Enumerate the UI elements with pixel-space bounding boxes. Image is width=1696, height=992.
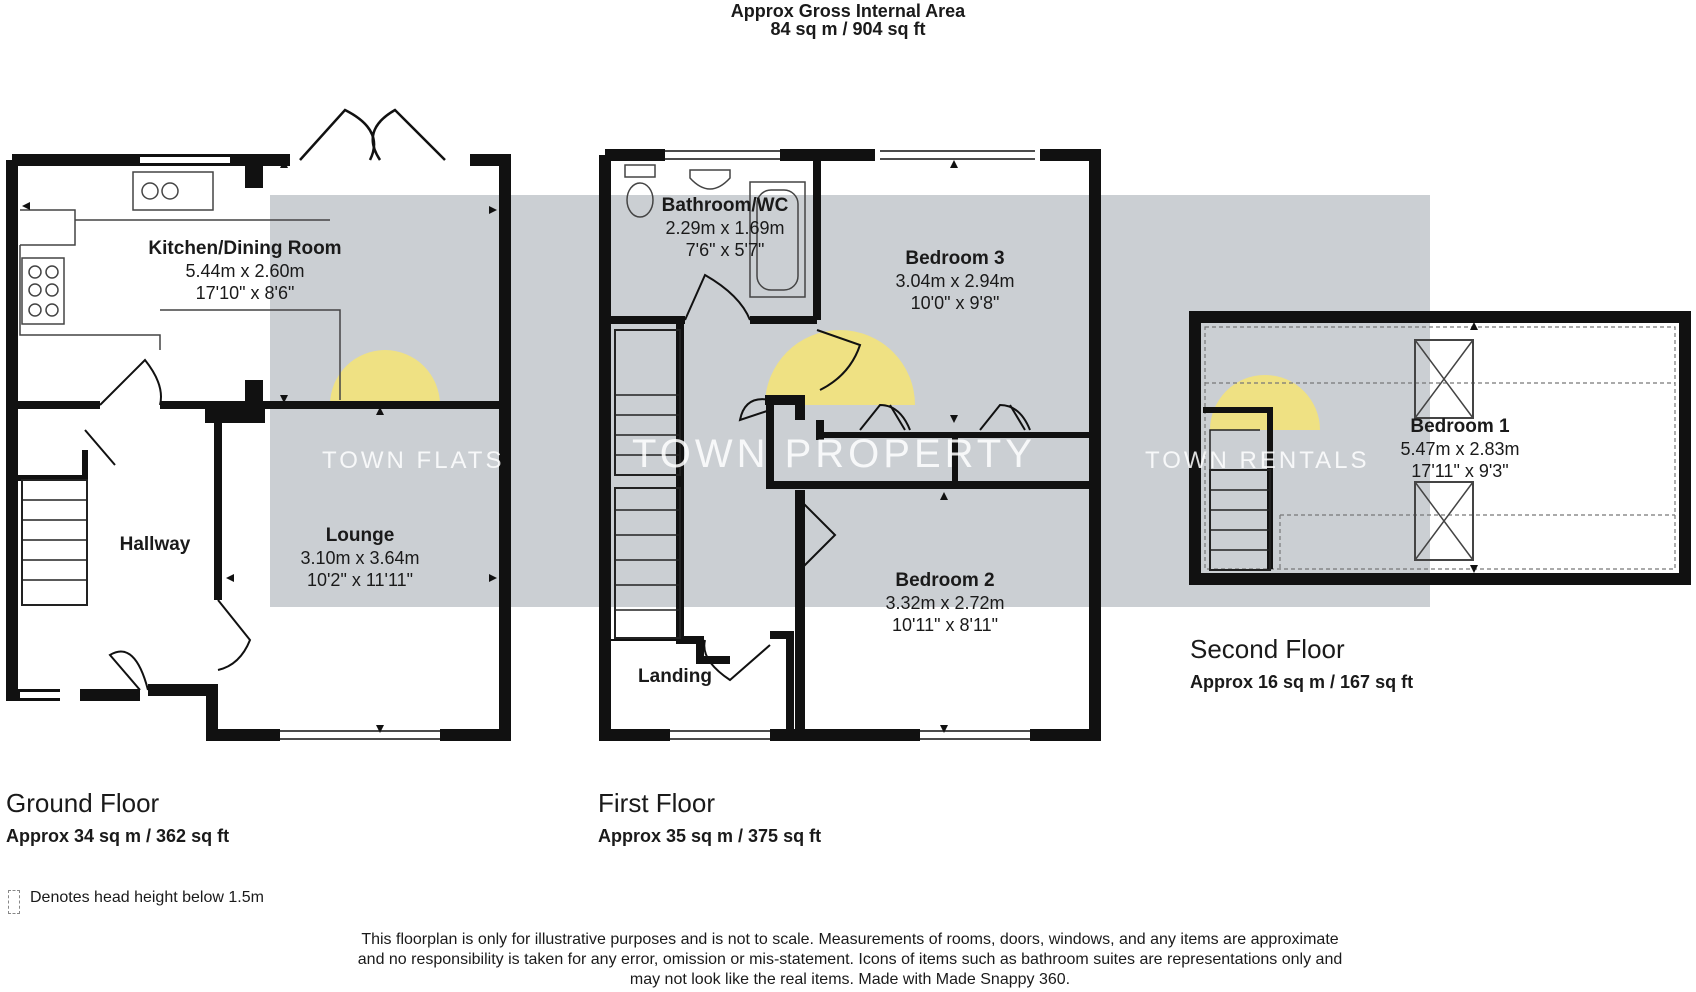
room-hallway: [95, 534, 215, 556]
gross-area-value: 84 sq m / 904 sq ft: [770, 19, 926, 39]
room-lounge-name: Lounge: [325, 525, 395, 546]
room-bedroom2-imperial: 10'11" x 8'11": [891, 615, 999, 635]
room-bedroom1-name: Bedroom 1: [1410, 416, 1510, 437]
room-bathroom: [630, 195, 820, 261]
room-bedroom1-metric: 5.47m x 2.83m: [1400, 439, 1520, 459]
head-height-legend-text: Denotes head height below 1.5m: [30, 889, 264, 906]
room-lounge-metric: 3.10m x 3.64m: [300, 548, 420, 568]
room-lounge-imperial: 10'2" x 11'11": [306, 570, 414, 590]
room-bedroom3: [855, 248, 1055, 314]
head-height-legend-icon: [8, 890, 20, 914]
room-bathroom-imperial: 7'6" x 5'7": [685, 240, 765, 260]
room-bedroom3-name: Bedroom 3: [905, 248, 1005, 269]
room-bathroom-metric: 2.29m x 1.69m: [665, 218, 785, 238]
watermark-town-flats: TOWN FLATS: [322, 447, 505, 474]
ground-floor-title: Ground Floor: [6, 788, 160, 818]
room-bedroom1-imperial: 17'11" x 9'3": [1411, 461, 1509, 481]
room-hallway-name: Hallway: [119, 534, 191, 555]
ground-floor-area: Approx 34 sq m / 362 sq ft: [6, 826, 230, 846]
room-kitchen-imperial: 17'10" x 8'6": [195, 283, 295, 303]
disclaimer-line-3: may not look like the real items. Made with Made Snappy 360.: [629, 971, 1071, 988]
watermark-town-property: TOWN PROPERTY: [632, 432, 1036, 476]
room-bedroom2-metric: 3.32m x 2.72m: [885, 593, 1005, 613]
room-kitchen: [120, 238, 370, 304]
room-landing: [615, 666, 735, 688]
room-bedroom2-name: Bedroom 2: [895, 570, 995, 591]
first-floor-area: Approx 35 sq m / 375 sq ft: [598, 826, 822, 846]
gross-area-title: Approx Gross Internal Area: [730, 1, 966, 21]
room-bedroom1: [1370, 416, 1550, 482]
second-floor-title: Second Floor: [1190, 634, 1345, 664]
disclaimer-line-1: This floorplan is only for illustrative purposes and is not to scale. Measurements of rooms, doors, windows, and any items are approximate: [361, 931, 1339, 948]
room-bathroom-name: Bathroom/WC: [661, 195, 789, 216]
watermark-town-rentals: TOWN RENTALS: [1145, 447, 1370, 474]
room-landing-name: Landing: [638, 666, 712, 687]
room-kitchen-metric: 5.44m x 2.60m: [185, 261, 305, 281]
room-bedroom3-metric: 3.04m x 2.94m: [895, 271, 1015, 291]
room-bedroom3-imperial: 10'0" x 9'8": [910, 293, 1000, 313]
second-floor-area: Approx 16 sq m / 167 sq ft: [1190, 672, 1414, 692]
disclaimer: [300, 930, 1400, 990]
first-floor-title: First Floor: [598, 788, 715, 818]
room-lounge: [260, 525, 460, 591]
room-bedroom2: [845, 570, 1045, 636]
room-kitchen-name: Kitchen/Dining Room: [148, 238, 342, 259]
disclaimer-line-2: and no responsibility is taken for any error, omission or mis-statement. Icons of items such as bathroom suites are representations only and: [357, 951, 1343, 968]
